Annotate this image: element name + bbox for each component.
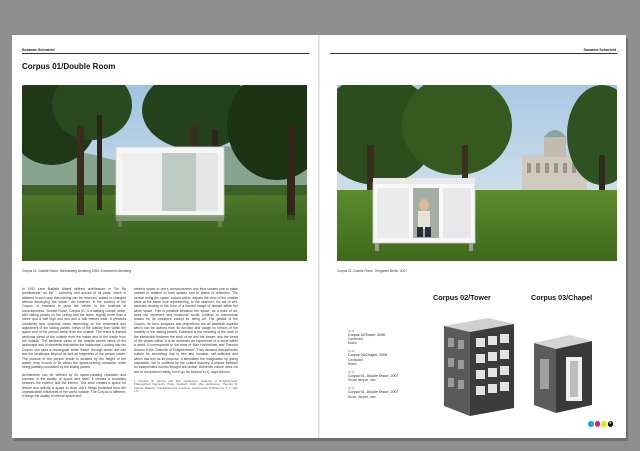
body-column-1 bbox=[22, 287, 126, 402]
photo-caption-left: Corpus 01, Double Room, Schlossberg Arnsberg 2006, Kunstverein Arnsberg bbox=[22, 269, 132, 273]
heading-corpus-03-chapel: Corpus 03/Chapel bbox=[531, 293, 593, 302]
header-rule-right bbox=[330, 53, 617, 54]
work-material: Cardboard bbox=[348, 337, 364, 342]
body-paragraph: Architecture can be defined by its space-creating character and consists in the duality of space and shell: it creates a boundary between the exterior and the interior. This shell creates a space for leisure and activity, a space to store one's things protected from the unpredictable influences of the world outside. The Corpus is different: it brings the duality of interior space and bbox=[22, 372, 126, 399]
work-code: cb 02 bbox=[348, 330, 355, 333]
photo-double-room-arnsberg bbox=[22, 85, 307, 261]
page-number: 9 bbox=[609, 421, 612, 425]
work-name: Corpus 02/Tower, 2006 bbox=[348, 333, 385, 337]
body-paragraph: exterior space to one's consciousness and thus causes one to place oneself in relation to both spaces and to states of reflection. The person using the space, tucked within, adjusts the view of the outside while at the same time representing, to the observer, the act of self-selected viewing in the form of a framed image of himself within the white space. This is possible because the space, as a work of art, does not represent any functional social, political or commercial reason for its existence except for being art. The gestalt of the Corpus, its form, sculpture and proportions are all aesthetic aspects which can be divined from its function and usage by means of the mobility of the sliding panels. Essential is the meaning of the work in the interaction between the work of art and the viewer, and the views of the viewer within. It is an authentic art experience of a world within a world. It corresponds to the aims of Max Horkheimer and Theodor Adorno in the 'Dialectic of Enlightenment'. They demand that authentic culture be something that is free and humane: self-sufficient and which has this as its purpose. It stimulates the imagination by giving inspiration, but is confined by the culture industry. A leisure freedom for independent human thought and action. Authentic culture does not aim to reconstruct reality, but to go far beyond it (1), says Adorno. bbox=[134, 287, 239, 374]
work-entry bbox=[348, 371, 418, 382]
work-name: Corpus 01, Double Room, 2007 bbox=[348, 390, 399, 395]
body-paragraph: In 1932 Leon Battista Alberti defined architecture in "De Re Aedificatoria" as the "...harmony and accord of all parts, which is attained in such way that nothing can be removed, added or changed without destroying the whole." Art however, in the context of the Corpus, is intended to push the 'whole' to the forefront of consciousness. 'Double Room, Corpus 01' is a walking cuboid, white, with sliding panels on the ceiling and the sides, slightly more than a metre and a half high and two and a half metres wide. It presents constantly new sectional views depending on the movement and adjustment of the sliding panels. Views of the outside from within the space and of the person within from the outside. The result is framed sectional views of the outside from the inside and of the inside from the outside. The sectional views of the outside permit views of the landscape and of elements that define the landscape. Looking into the Corpus one sees a rectangular white 'frame' through which one can see the landscape beyond as well as fragments of the person inside. The posture of the person inside is dictated by the height of the space: they crouch or lie within the space-bracing outwards, while being partially concealed by the sliding panels. bbox=[22, 287, 126, 370]
photo-caption-right: Corpus 01, Double Room, Tiergarten Berlin, 2007 bbox=[337, 269, 407, 273]
photo-double-room-tiergarten bbox=[337, 85, 617, 261]
work-material: Cardboard bbox=[348, 357, 364, 362]
work-material: Wood, lacquer, wax bbox=[348, 378, 376, 383]
work-code: cb 03 bbox=[348, 350, 355, 354]
corpus-03-chapel-model bbox=[530, 333, 596, 415]
footnote: 1 Theodor W. Adorno and Max Horkheimer, Dialectic of Enlightenment: Philosophical fragments, Polity, Stanford, 2002. Max Horkheimer, Theodor W. Adorno, Dialectic of Enlightenment in Adorno, Gesammelte Schriften vol. 3, p. 144-172 bbox=[134, 378, 238, 394]
work-code: cb 01 bbox=[348, 387, 355, 391]
corpus-02-tower-model bbox=[440, 314, 518, 418]
work-entry bbox=[348, 350, 418, 365]
work-material: Wood, lacquer, wax bbox=[348, 394, 376, 399]
works-list bbox=[348, 330, 418, 404]
work-code: cb 01 bbox=[348, 370, 355, 374]
work-name: Corpus 01, Double Room, 2007 bbox=[348, 373, 399, 378]
page-title: Corpus 01/Double Room bbox=[22, 62, 116, 71]
color-dot-magenta bbox=[595, 421, 601, 427]
color-dot-yellow bbox=[601, 421, 607, 427]
work-entry bbox=[348, 330, 418, 345]
body-column-2 bbox=[134, 287, 238, 394]
author-name-right: Susanne Schuricht bbox=[583, 48, 616, 52]
color-dot-cyan bbox=[588, 421, 594, 427]
work-name: Corpus 03/Chapel, 2006 bbox=[348, 353, 387, 358]
header-rule-left bbox=[22, 53, 309, 54]
author-name-left: Susanne Schuricht bbox=[22, 48, 55, 52]
work-type: Model bbox=[348, 341, 357, 346]
heading-corpus-02-tower: Corpus 02/Tower bbox=[433, 293, 491, 302]
gutter bbox=[318, 35, 320, 438]
book-spread bbox=[12, 35, 626, 438]
work-type: Model bbox=[348, 361, 357, 366]
work-entry bbox=[348, 387, 418, 398]
